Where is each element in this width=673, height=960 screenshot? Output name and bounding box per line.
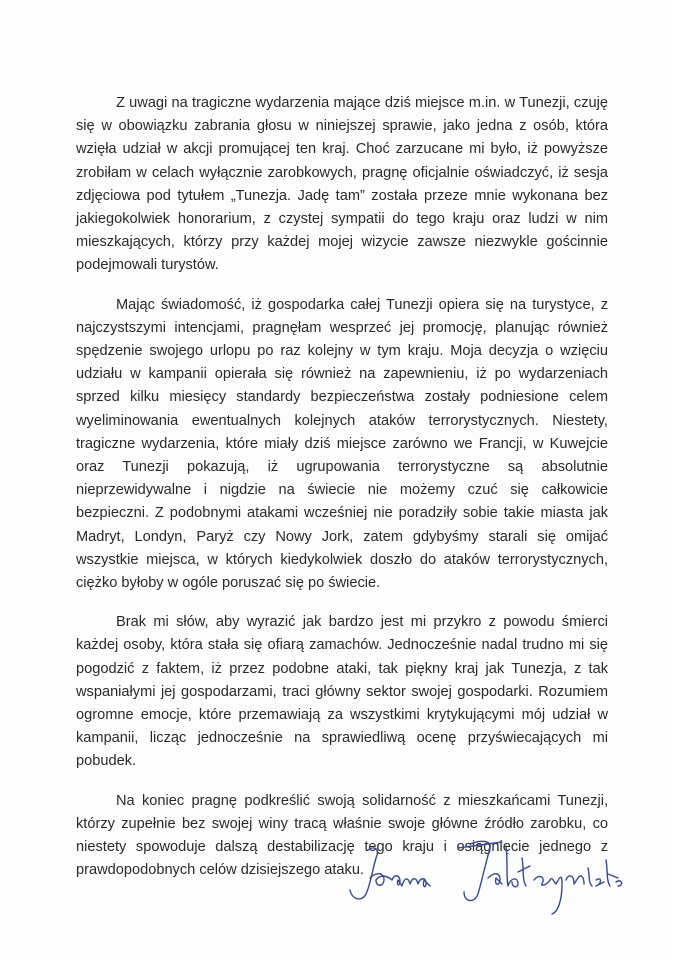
signature-first-name — [350, 848, 430, 899]
signature-last-name — [458, 841, 622, 914]
letter-body — [76, 92, 608, 899]
handwritten-signature — [340, 828, 630, 928]
paragraph-condolences: Brak mi słów, aby wyrazić jak bardzo jest mi przykro z powodu śmierci każdej osoby, która stała się ofiarą zamachów. Jednocześnie nadal trudno mi się pogodzić z faktem, iż przez podobne ataki, tak piękny kraj jak Tunezja, z tak wspaniałymi jej gospodarzami, traci główny sektor swojej gospodarki. Rozumiem ogromne emocje, które przemawiają za wszystkimi krytykującymi mój udział w kampanii, licząc jednocześnie na sprawiedliwą ocenę przyświecających mi pobudek. — [76, 614, 608, 770]
paragraph-intro: Z uwagi na tragiczne wydarzenia mające dziś miejsce m.in. w Tunezji, czuję się w obowiązku zabrania głosu w niniejszej sprawie, jako jedna z osób, która wzięła udział w akcji promującej ten kraj. Choć zarzucane mi było, iż powyższe zrobiłam w celach wyłącznie zarobkowych, pragnę oficjalnie oświadczyć, iż sesja zdjęciowa pod tytułem „Tunezja. Jadę tam” została przeze mnie wykonana bez jakiegokolwiek honorarium, z czystej sympatii do tego kraju oraz ludzi w nim mieszkających, którzy przy każdej mojej wizycie zawsze niezwykle gościnnie podejmowali turystów. — [76, 95, 608, 274]
paragraph-solidarity: Na koniec pragnę podkreślić swoją solidarność z mieszkańcami Tunezji, którzy zupełnie bez swojej winy tracą właśnie swoje główne źródło zarobku, co niestety spowoduje dalszą destabilizację tego kraju i osiągnięcie jednego z prawdopodobnych celów dzisiejszego ataku. — [76, 792, 608, 879]
paragraph-tourism: Mając świadomość, iż gospodarka całej Tunezji opiera się na turystyce, z najczystszymi intencjami, pragnęłam wesprzeć jej promocję, planując również spędzenie swojego urlopu po raz kolejny w tym kraju. Moja decyzja o wzięciu udziału w kampanii opierała się również na zapewnieniu, iż po wydarzeniach sprzed kilku miesięcy standardy bezpieczeństwa zostały podniesione celem wyeliminowania ewentualnych kolejnych ataków terrorystycznych. Niestety, tragiczne wydarzenia, które miały dziś miejsce zarówno we Francji, w Kuwejcie oraz Tunezji pokazują, iż ugrupowania terrorystyczne są absolutnie nieprzewidywalne i nigdzie na świecie nie możemy czuć się całkowicie bezpieczni. Z podobnymi atakami wcześniej nie poradziły sobie takie miasta jak Madryt, Londyn, Paryż czy Nowy Jork, zatem gdybyśmy starali się omijać wszystkie miejsca, w których kiedykolwiek doszło do ataków terrorystycznych, ciężko byłoby w ogóle poruszać się po świecie. — [76, 296, 608, 592]
